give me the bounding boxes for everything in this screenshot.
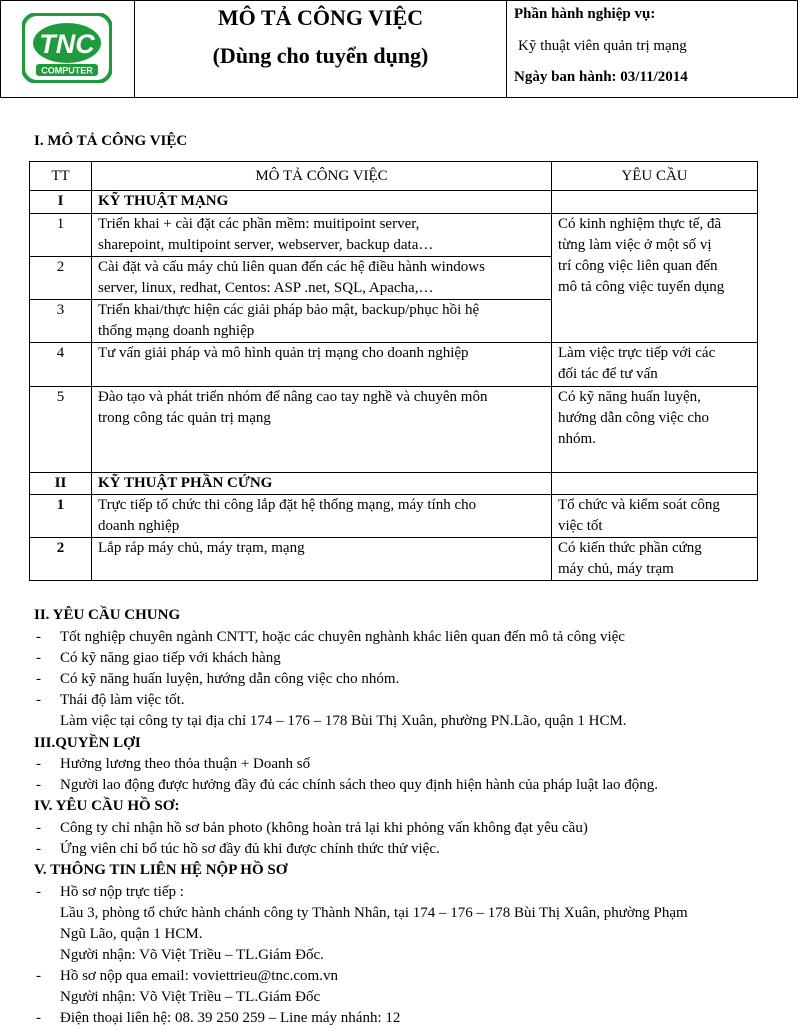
issue-date: Ngày ban hành: 03/11/2014: [514, 69, 688, 85]
row-tt: 2: [30, 538, 92, 581]
group-req-empty: [552, 191, 758, 214]
section-5-title: V. THÔNG TIN LIÊN HỆ NỘP HỒ SƠ: [34, 862, 288, 878]
section-2-title: II. YÊU CẦU CHUNG: [34, 607, 181, 623]
table-row: [30, 387, 758, 473]
row-desc: Cài đặt và cấu máy chủ liên quan đến các hệ điều hành windows server, linux, redhat, Centos: ASP .net, SQL, Apacha,…: [92, 257, 552, 300]
email-line: Hồ sơ nộp qua email: voviettrieu@tnc.com.vn: [60, 968, 338, 984]
row-desc: Lắp ráp máy chủ, máy trạm, mạng: [92, 538, 552, 581]
table-row: [30, 495, 758, 538]
job-description-table: [29, 161, 758, 581]
dept-value: Kỹ thuật viên quản trị mạng: [518, 38, 687, 54]
row-desc: Triển khai/thực hiện các giải pháp bảo mật, backup/phục hồi hệ thống mạng doanh nghiệp: [92, 300, 552, 343]
col-req-header: YÊU CẦU: [552, 162, 758, 191]
doc-title: MÔ TẢ CÔNG VIỆC: [217, 5, 424, 30]
phone-line: Điện thoại liên hệ: 08. 39 250 259 – Line máy nhánh: 12: [60, 1010, 401, 1026]
table-header-row: [30, 162, 758, 191]
dept-label: Phần hành nghiệp vụ:: [514, 6, 656, 22]
row-req: Làm việc trực tiếp với các đối tác để tư vấn: [552, 343, 758, 387]
row-tt: 5: [30, 387, 92, 473]
section-4-title: IV. YÊU CẦU HỒ SƠ:: [34, 798, 180, 814]
group-row: [30, 191, 758, 214]
row-tt: 1: [30, 214, 92, 257]
group-name: KỸ THUẬT MẠNG: [92, 191, 552, 214]
row-desc: Trực tiếp tổ chức thi công lắp đặt hệ thống mạng, máy tính cho doanh nghiệp: [92, 495, 552, 538]
info-cell: [507, 1, 797, 97]
group-number: I: [30, 191, 92, 214]
row-tt: 3: [30, 300, 92, 343]
table-row: [30, 538, 758, 581]
row-req: Có kiến thức phần cứng máy chủ, máy trạm: [552, 538, 758, 581]
submission-address-cont: Ngũ Lão, quận 1 HCM.: [60, 926, 203, 942]
title-cell: [135, 1, 507, 97]
row-tt: 4: [30, 343, 92, 387]
doc-subtitle: (Dùng cho tuyển dụng): [212, 43, 429, 68]
section-1-title: I. MÔ TẢ CÔNG VIỆC: [34, 133, 188, 149]
document-header: [0, 0, 798, 98]
direct-receiver: Người nhận: Võ Việt Triều – TL.Giám Đốc.: [60, 947, 324, 963]
group-req-empty: [552, 473, 758, 495]
col-desc-header: MÔ TẢ CÔNG VIỆC: [92, 162, 552, 191]
row-tt: 1: [30, 495, 92, 538]
logo-subtext: COMPUTER: [41, 65, 93, 76]
row-desc: Triển khai + cài đặt các phần mềm: muitipoint server, sharepoint, multipoint server, webserver, backup data…: [92, 214, 552, 257]
section-3-title: III.QUYỀN LỢI: [34, 735, 141, 751]
tnc-logo: [22, 13, 112, 83]
row-desc: Tư vấn giải pháp và mô hình quản trị mạng cho doanh nghiệp: [92, 343, 552, 387]
group-number: II: [30, 473, 92, 495]
logo-text: TNC: [39, 29, 95, 59]
row-tt: 2: [30, 257, 92, 300]
row-req: Có kỹ năng huấn luyện, hướng dẫn công việc cho nhóm.: [552, 387, 758, 473]
group-row: [30, 473, 758, 495]
logo-cell: [1, 1, 135, 97]
row-req: Tổ chức và kiểm soát công việc tốt: [552, 495, 758, 538]
row-req: Có kinh nghiệm thực tế, đã từng làm việc ở một số vị trí công việc liên quan đến mô tả công việc tuyển dụng: [552, 214, 758, 343]
col-tt-header: TT: [30, 162, 92, 191]
row-desc: Đào tạo và phát triển nhóm để nâng cao tay nghề và chuyên môn trong công tác quản trị mạng: [92, 387, 552, 473]
email-receiver: Người nhận: Võ Việt Triều – TL.Giám Đốc: [60, 989, 321, 1005]
table-row: [30, 214, 758, 257]
group-name: KỸ THUẬT PHẦN CỨNG: [92, 473, 552, 495]
work-address: Làm việc tại công ty tại địa chỉ 174 – 176 – 178 Bùi Thị Xuân, phường PN.Lão, quận 1 HCM.: [60, 713, 627, 729]
table-row: [30, 343, 758, 387]
submission-address: Lầu 3, phòng tổ chức hành chánh công ty Thành Nhân, tại 174 – 176 – 178 Bùi Thị Xuân, phường Phạm: [60, 905, 688, 921]
